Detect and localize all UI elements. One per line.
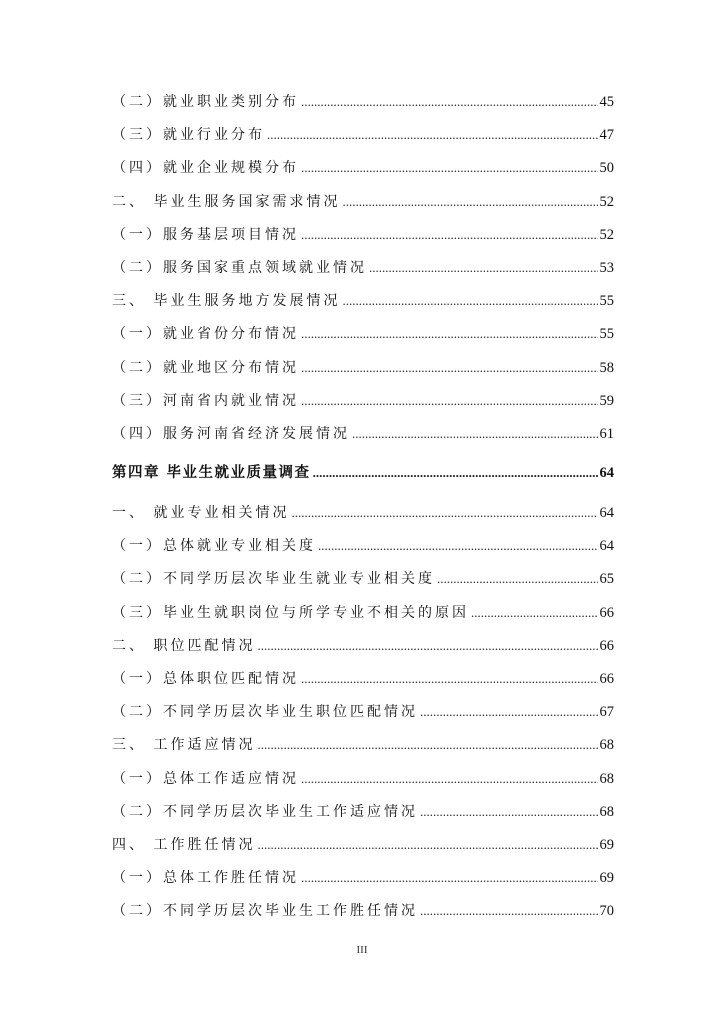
toc-entry[interactable]	[112, 351, 614, 384]
toc-entry[interactable]	[112, 417, 614, 450]
toc-entry[interactable]	[112, 384, 614, 417]
toc-entry-title: （一）服务基层项目情况	[112, 226, 299, 243]
toc-entry-page: 70	[599, 903, 614, 920]
toc-entry-title: 二、 毕业生服务国家需求情况	[112, 193, 341, 210]
toc-entry[interactable]	[112, 894, 614, 927]
toc-entry-title: （四）服务河南省经济发展情况	[112, 425, 350, 442]
toc-entry[interactable]	[112, 728, 614, 761]
toc-dot-leader	[420, 795, 598, 828]
toc-dot-leader	[369, 251, 598, 284]
toc-entry-title: （三）就业行业分布	[112, 127, 265, 144]
toc-entry-page: 69	[599, 836, 614, 853]
toc-entry-title: （二）不同学历层次毕业生职位匹配情况	[112, 704, 418, 721]
toc-chapter-entry[interactable]	[112, 450, 614, 496]
toc-entry-title: （四）就业企业规模分布	[112, 160, 299, 177]
toc-entry-title: （三）河南省内就业情况	[112, 392, 299, 409]
toc-dot-leader	[267, 118, 598, 151]
toc-entry-page: 67	[599, 704, 614, 721]
page-number: III	[356, 944, 368, 956]
toc-dot-leader	[301, 662, 598, 695]
toc-entry[interactable]	[112, 795, 614, 828]
toc-entry-title: （二）服务国家重点领域就业情况	[112, 259, 367, 276]
toc-entry-page: 64	[599, 505, 614, 522]
toc-entry[interactable]	[112, 284, 614, 317]
toc-entry[interactable]	[112, 185, 614, 218]
toc-entry[interactable]	[112, 529, 614, 562]
toc-entry-page: 59	[599, 392, 614, 409]
toc-dot-leader	[291, 496, 597, 529]
toc-dot-leader	[313, 450, 598, 496]
toc-entry-page: 55	[599, 293, 614, 310]
toc-entry-page: 50	[599, 160, 614, 177]
toc-entry-page: 66	[599, 604, 614, 621]
toc-entry-title: 一、 就业专业相关情况	[112, 505, 290, 522]
toc-dot-leader	[257, 728, 597, 761]
toc-entry-page: 66	[599, 671, 614, 687]
toc-entry[interactable]	[112, 662, 614, 695]
toc-entry-page: 69	[599, 870, 614, 887]
toc-entry-title: （二）不同学历层次毕业生就业专业相关度	[112, 571, 435, 588]
toc-dot-leader	[301, 218, 598, 251]
toc-entry-page: 68	[599, 737, 614, 754]
toc-dot-leader	[257, 828, 597, 861]
toc-entry-page: 53	[599, 259, 614, 276]
toc-entry[interactable]	[112, 85, 614, 118]
toc-dot-leader	[301, 861, 598, 894]
toc-entry-title: （二）不同学历层次毕业生工作适应情况	[112, 803, 418, 820]
toc-entry[interactable]	[112, 828, 614, 861]
toc-entry-page: 64	[599, 538, 614, 555]
toc-entry-title: （二）不同学历层次毕业生工作胜任情况	[112, 903, 418, 920]
toc-entry-page: 64	[599, 465, 614, 482]
toc-entry-page: 55	[599, 326, 614, 343]
toc-entry[interactable]	[112, 151, 614, 184]
toc-entry-title: （一）就业省份分布情况	[112, 326, 299, 343]
toc-dot-leader	[437, 562, 598, 595]
toc-entry[interactable]	[112, 629, 614, 662]
toc-entry[interactable]	[112, 562, 614, 595]
toc-entry-title: （一）总体职位匹配情况	[112, 671, 299, 687]
toc-entry-title: 三、 工作适应情况	[112, 737, 256, 754]
toc-dot-leader	[471, 596, 598, 629]
toc-dot-leader	[420, 894, 598, 927]
toc-entry-page: 52	[599, 226, 614, 243]
toc-entry-page: 65	[599, 571, 614, 588]
toc-entry-page: 68	[599, 803, 614, 820]
toc-entry-page: 47	[599, 127, 614, 144]
toc-entry-title: （二）就业地区分布情况	[112, 359, 299, 376]
toc-entry-title: 三、 毕业生服务地方发展情况	[112, 293, 341, 310]
toc-dot-leader	[301, 384, 598, 417]
toc-entry-page: 58	[599, 359, 614, 376]
table-of-contents	[112, 85, 614, 928]
toc-entry[interactable]	[112, 218, 614, 251]
toc-dot-leader	[301, 351, 598, 384]
toc-dot-leader	[318, 529, 598, 562]
toc-entry-page: 66	[599, 637, 614, 654]
toc-entry-page: 52	[599, 193, 614, 210]
toc-dot-leader	[342, 185, 597, 218]
toc-entry[interactable]	[112, 596, 614, 629]
toc-chapter-title: 第四章 毕业生就业质量调查	[112, 464, 311, 482]
toc-entry[interactable]	[112, 317, 614, 350]
toc-entry-title: 二、 职位匹配情况	[112, 637, 256, 654]
toc-entry[interactable]	[112, 861, 614, 894]
toc-entry[interactable]	[112, 118, 614, 151]
toc-entry-page: 61	[599, 425, 614, 442]
toc-entry[interactable]	[112, 251, 614, 284]
toc-dot-leader	[352, 417, 598, 450]
toc-entry[interactable]	[112, 695, 614, 728]
toc-dot-leader	[301, 151, 598, 184]
toc-dot-leader	[301, 85, 598, 118]
toc-dot-leader	[301, 317, 598, 350]
toc-entry[interactable]	[112, 762, 614, 795]
toc-dot-leader	[301, 762, 598, 795]
toc-dot-leader	[420, 695, 598, 728]
toc-entry[interactable]	[112, 496, 614, 529]
toc-entry-title: （一）总体工作胜任情况	[112, 870, 299, 887]
toc-dot-leader	[342, 284, 597, 317]
toc-entry-title: （一）总体就业专业相关度	[112, 538, 316, 555]
toc-entry-title: （二）就业职业类别分布	[112, 94, 299, 110]
toc-entry-title: （三）毕业生就职岗位与所学专业不相关的原因	[112, 604, 469, 621]
toc-entry-page: 68	[599, 770, 614, 787]
toc-dot-leader	[257, 629, 597, 662]
toc-entry-title: （一）总体工作适应情况	[112, 770, 299, 787]
toc-entry-title: 四、 工作胜任情况	[112, 836, 256, 853]
toc-entry-page: 45	[599, 94, 614, 110]
